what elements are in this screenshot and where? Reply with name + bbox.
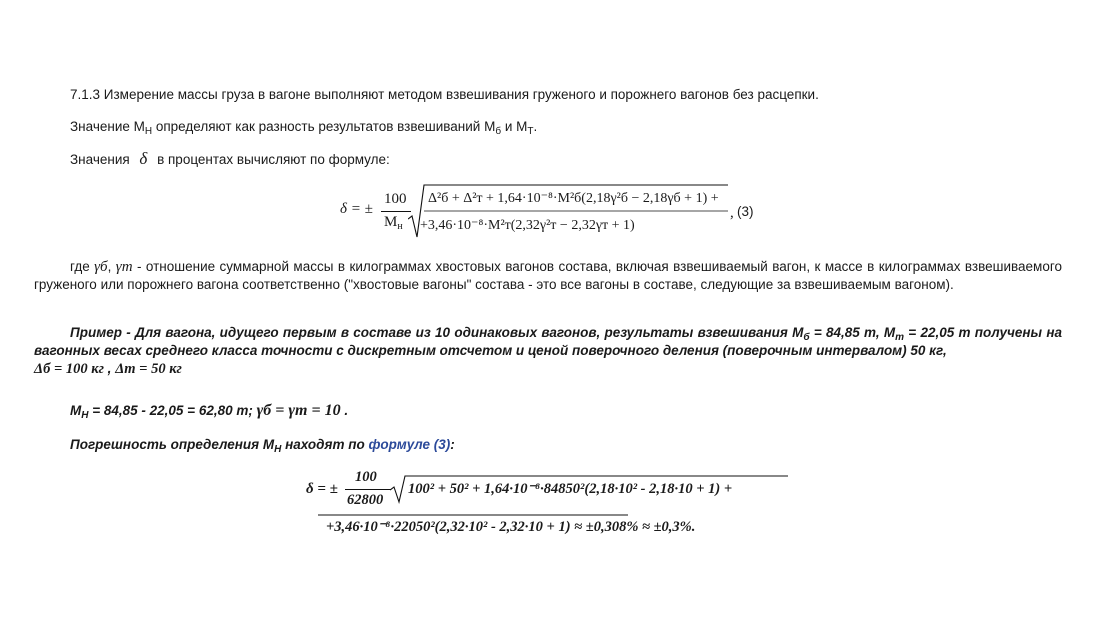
- subscript: н: [397, 221, 403, 232]
- paragraph-mass-difference: [70, 118, 537, 136]
- text: = 22,05 т получены на вагонных весах среднего класса точности с дискретным отсчетом и ценой поверочного деления (поверочным интервалом) 50 кг,: [34, 325, 1062, 358]
- text: где: [70, 259, 95, 274]
- formula-3-fraction-bar: [381, 211, 411, 212]
- text: = 84,85 т, М: [809, 325, 896, 340]
- example-formula-lhs: δ = ±: [306, 481, 338, 497]
- gamma-equation: γб = γт = 10: [256, 402, 341, 419]
- delta-b-value: Δб = 100 кг: [34, 361, 104, 377]
- text: находят по: [281, 437, 369, 452]
- formula-3-number: (3): [737, 204, 754, 219]
- text: в процентах вычисляют по формуле:: [153, 152, 390, 167]
- formula-3-lhs: δ = ±: [340, 201, 373, 217]
- gamma-b-symbol: γб: [94, 259, 108, 275]
- paragraph-formula-intro: [70, 150, 390, 169]
- subscript: m: [895, 332, 905, 343]
- text: Значения: [70, 152, 134, 167]
- example-paragraph: [34, 324, 1062, 378]
- paragraph-gamma-definition: [34, 258, 1062, 294]
- error-determination-line: [70, 436, 455, 454]
- subscript: Н: [274, 444, 282, 455]
- formula-3-numerator: 100: [384, 191, 407, 207]
- subscript: Н: [81, 410, 89, 421]
- text: .: [533, 119, 538, 134]
- formula-3-line-1: Δ²б + Δ²т + 1,64·10⁻⁸·М²б(2,18γ²б − 2,18γб + 1) +: [428, 191, 719, 206]
- paragraph-7-1-3: [70, 86, 819, 104]
- example-formula-line-2: +3,46·10⁻⁸·22050²(2,32·10² - 2,32·10 + 1) ≈ ±0,308% ≈ ±0,3%.: [326, 519, 696, 535]
- text: М: [384, 214, 398, 230]
- text: - отношение суммарной массы в килограммах хвостовых вагонов состава, включая взвешиваемый вагон, к массе в килограммах взвешиваемого груженого или порожнего вагона соответственно ("хвостовые вагоны" состава - это все вагоны в составе, следующие за взвешиваемым вагоном).: [34, 259, 1062, 292]
- text: Пример - Для вагона, идущего первым в составе из 10 одинаковых вагонов, результаты взвешивания М: [70, 325, 804, 340]
- text: определяют как разность результатов взвешиваний М: [152, 119, 496, 134]
- text: :: [450, 437, 455, 452]
- example-formula-numerator: 100: [355, 469, 377, 485]
- subscript: Т: [527, 126, 534, 137]
- example-formula-line-1: 100² + 50² + 1,64·10⁻⁸·84850²(2,18·10² - 2,18·10 + 1) +: [408, 481, 733, 497]
- delta-t-value: Δт = 50 кг: [115, 361, 182, 377]
- text: ,: [107, 259, 116, 274]
- example-formula-fraction-bar: [345, 489, 391, 490]
- text: = 84,85 - 22,05 = 62,80 т;: [88, 403, 257, 418]
- text: и М: [501, 119, 528, 134]
- text: М: [70, 403, 82, 418]
- example-formula-denominator: 62800: [347, 492, 384, 508]
- formula-3-denominator: [384, 215, 403, 230]
- text: Значение М: [70, 119, 145, 134]
- text: Погрешность определения М: [70, 437, 275, 452]
- text: .: [340, 403, 349, 418]
- delta-symbol: δ: [139, 149, 148, 168]
- formula-3-comma: ,: [730, 205, 734, 221]
- subscript: Н: [144, 126, 153, 137]
- text: ,: [103, 361, 116, 376]
- formula-3-line-2: +3,46·10⁻⁸·М²т(2,32γ²т − 2,32γт + 1): [420, 218, 635, 233]
- subscript: б: [803, 332, 810, 343]
- subscript: б: [495, 126, 502, 137]
- calc-line: [70, 402, 348, 420]
- gamma-t-symbol: γт: [115, 259, 133, 275]
- formula-3-link[interactable]: формуле (3): [368, 437, 451, 452]
- paragraph-7-1-3-text: 7.1.3 Измерение массы груза в вагоне выполняют методом взвешивания груженого и порожнего вагонов без расцепки.: [70, 87, 819, 102]
